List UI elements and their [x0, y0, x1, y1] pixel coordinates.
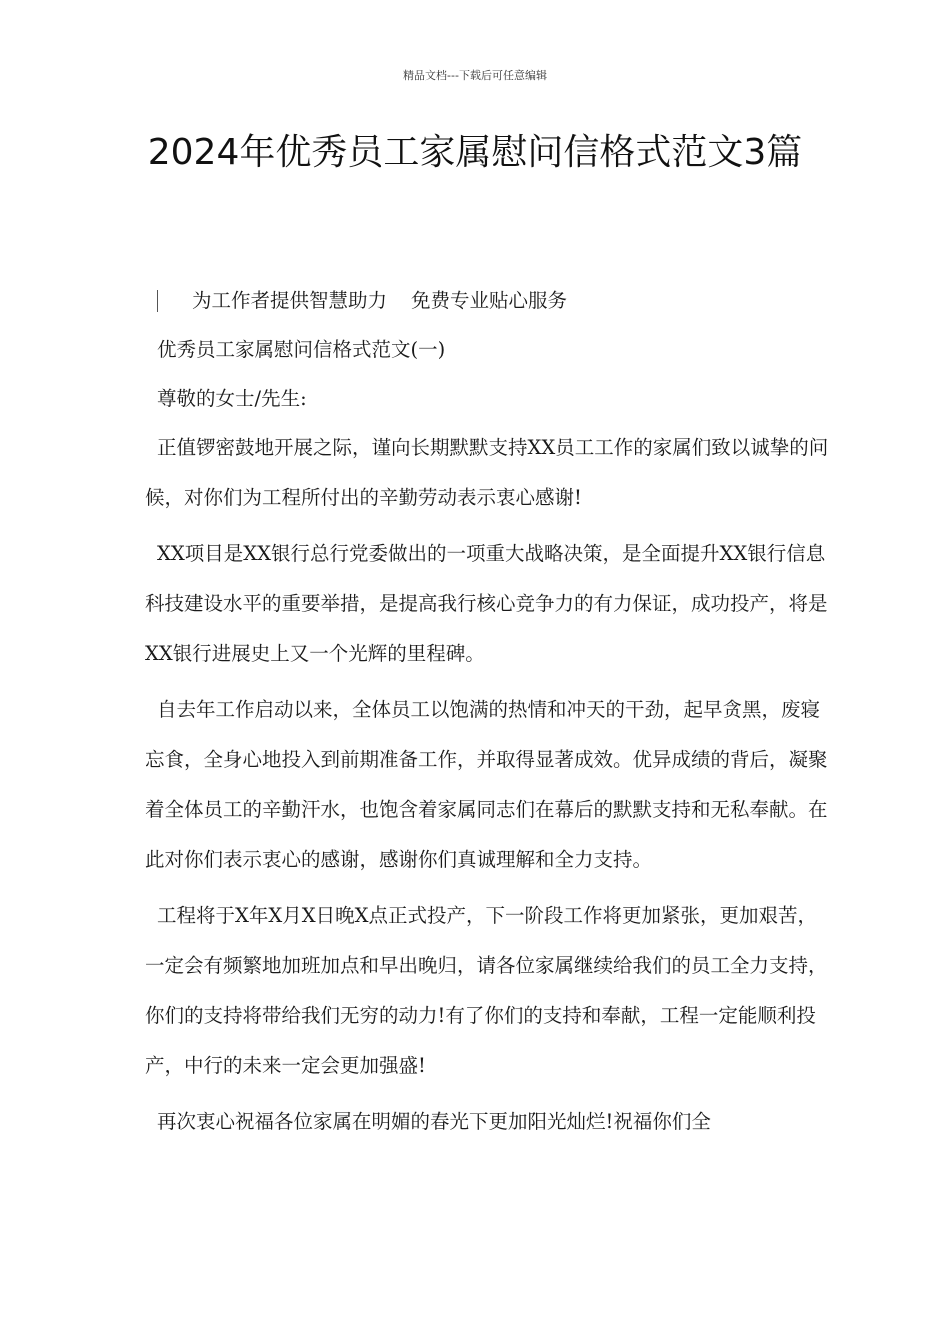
paragraph-2 — [145, 529, 835, 679]
paragraph-4-text: 工程将于X年X月X日晚X点正式投产，下一阶段工作将更加紧张，更加艰苦，一定会有频繁地加班加点和早出晚归，请各位家属继续给我们的员工全力支持，你们的支持将带给我们无穷的动力!有了你们的支持和奉献，工程一定能顺利投产，中行的未来一定会更加强盛! — [145, 904, 828, 1077]
paragraph-3 — [145, 685, 835, 885]
slogan — [145, 282, 835, 319]
section-heading: 优秀员工家属慰问信格式范文(一) — [157, 338, 446, 361]
header-note: 精品文档---下载后可任意编辑 — [403, 69, 547, 82]
document-title: 2024年优秀员工家属慰问信格式范文3篇 — [147, 132, 803, 173]
salutation: 尊敬的女士/先生: — [157, 387, 307, 410]
paragraph-5-text: 再次衷心祝福各位家属在明媚的春光下更加阳光灿烂!祝福你们全 — [157, 1110, 711, 1133]
slogan-divider — [157, 290, 158, 312]
paragraph-2-text: XX项目是XX银行总行党委做出的一项重大战略决策，是全面提升XX银行信息科技建设水平的重要举措，是提高我行核心竞争力的有力保证，成功投产，将是XX银行进展史上又一个光辉的里程碑。 — [145, 542, 828, 665]
slogan-part-2: 免费专业贴心服务 — [411, 289, 568, 312]
paragraph-1 — [145, 423, 835, 523]
paragraph-1-text: 正值锣密鼓地开展之际，谨向长期默默支持XX员工工作的家属们致以诚挚的问候，对你们为工程所付出的辛勤劳动表示衷心感谢! — [145, 436, 829, 509]
paragraph-5 — [145, 1097, 835, 1147]
document-body — [145, 282, 835, 1159]
paragraph-3-text: 自去年工作启动以来，全体员工以饱满的热情和冲天的干劲，起早贪黑，废寝忘食，全身心地投入到前期准备工作，并取得显著成效。优异成绩的背后，凝聚着全体员工的辛勤汗水，也饱含着家属同志们在幕后的默默支持和无私奉献。在此对你们表示衷心的感谢，感谢你们真诚理解和全力支持。 — [145, 698, 828, 871]
paragraph-4 — [145, 891, 835, 1091]
slogan-part-1: 为工作者提供智慧助力 — [192, 289, 388, 312]
